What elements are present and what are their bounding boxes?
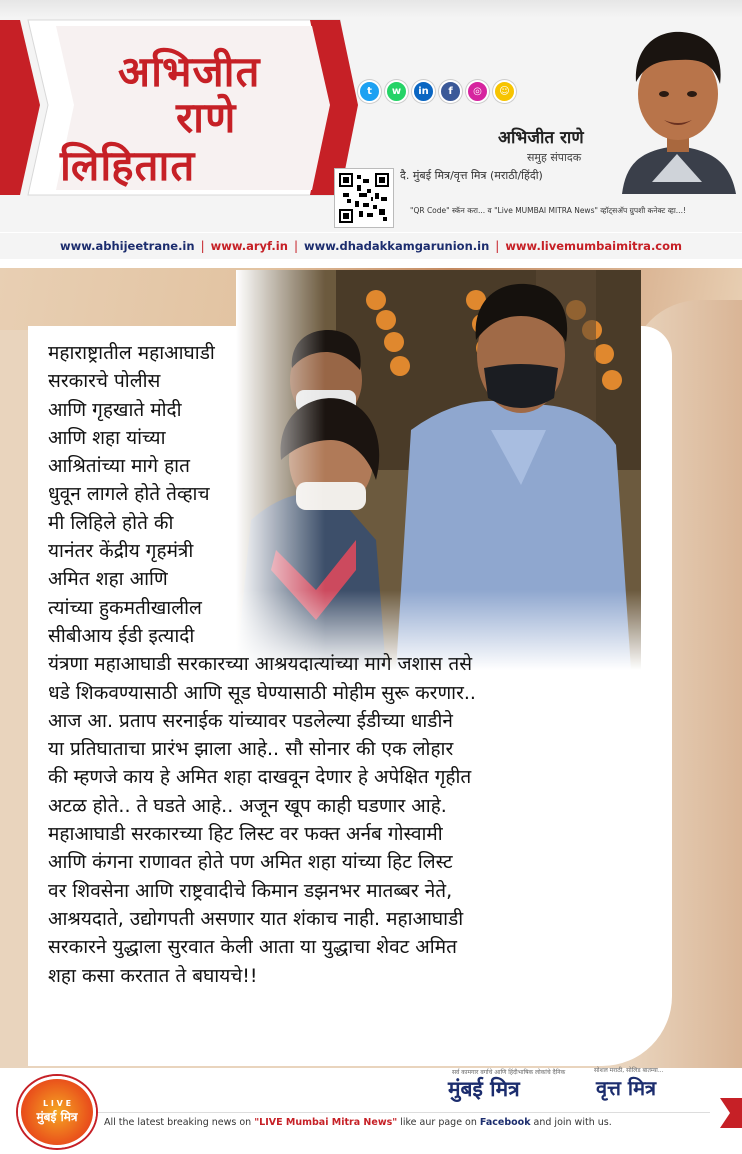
link-dhadakkamgarunion[interactable]: www.dhadakkamgarunion.in xyxy=(303,239,490,253)
article-line: त्यांच्या हुकमतीखालील xyxy=(48,596,202,619)
article-line: की म्हणजे काय हे अमित शहा दाखवून देणार हे अपेक्षित गृहीत xyxy=(48,766,472,789)
article-line: यानंतर केंद्रीय गृहमंत्री xyxy=(48,540,194,563)
whatsapp-icon[interactable]: w xyxy=(385,80,408,103)
article-line: आश्रयदाते, उद्योगपती असणार यात शंकाच नाही. महाआघाडी xyxy=(48,907,464,930)
article-line: मी लिहिले होते की xyxy=(48,511,174,534)
mumbai-mitra-logo: मुंबई मित्र xyxy=(448,1077,520,1101)
link-aryf[interactable]: www.aryf.in xyxy=(210,239,288,253)
link-livemumbaimitra[interactable]: www.livemumbaimitra.com xyxy=(505,239,683,253)
footer-highlight: "LIVE Mumbai Mitra News" xyxy=(254,1117,398,1128)
article-line: महाआघाडी सरकारच्या हिट लिस्ट वर फक्त अर्नब गोस्वामी xyxy=(48,823,443,846)
article-text xyxy=(48,339,662,990)
article-line: महाराष्ट्रातील महाआघाडी xyxy=(48,342,215,364)
live-mumbai-mitra-logo[interactable] xyxy=(18,1076,96,1148)
article-line: आश्रितांच्या मागे हात xyxy=(48,455,190,478)
linkedin-icon[interactable]: in xyxy=(412,80,435,103)
facebook-link[interactable]: Facebook xyxy=(479,1117,531,1128)
website-links xyxy=(0,233,742,259)
snapchat-icon[interactable]: ☺ xyxy=(493,80,516,103)
link-separator: | xyxy=(200,239,205,253)
logo-live-label: L I V E xyxy=(42,1099,72,1108)
brand-title-line3: लिहितात xyxy=(60,141,196,190)
footer-text xyxy=(104,1117,612,1128)
link-separator: | xyxy=(293,239,298,253)
article-line: वर शिवसेना आणि राष्ट्रवादीचे किमान डझनभर मातब्बर नेते, xyxy=(48,879,453,902)
logo-name: मुंबई मित्र xyxy=(36,1110,78,1124)
article-line: यंत्रणा महाआघाडी सरकारच्या आश्रयदात्यांच्या मागे जशास तसे xyxy=(48,653,473,676)
twitter-icon[interactable]: t xyxy=(358,80,381,103)
instagram-icon[interactable]: ◎ xyxy=(466,80,489,103)
article-line: अमित शहा आणि xyxy=(48,568,168,591)
article-line: सरकारचे पोलीस xyxy=(48,370,161,393)
footer-text-middle: like aur page on xyxy=(397,1117,480,1128)
article-line: शहा कसा करतात ते बघायचे!! xyxy=(48,964,258,987)
article-line: धुवून लागले होते तेव्हाच xyxy=(48,483,210,506)
article-line: अटळ होते.. ते घडते आहे.. अजून खूप काही घडणार आहे. xyxy=(48,794,447,817)
qr-code-icon xyxy=(339,173,389,223)
link-separator: | xyxy=(495,239,500,253)
article-line: आणि कंगना राणावत होते पण अमित शहा यांच्या हिट लिस्ट xyxy=(48,851,453,874)
brand-title-line1: अभिजीत xyxy=(118,47,261,96)
article-line: सीबीआय ईडी इत्यादी xyxy=(48,624,195,647)
footer-text-start: All the latest breaking news on xyxy=(104,1117,255,1128)
article-line: सरकारने युद्धाला सुरवात केली आता या युद्धाचा शेवट अमित xyxy=(48,936,457,959)
brand-title-line2: राणे xyxy=(176,93,237,142)
link-abhijeetrane[interactable]: www.abhijeetrane.in xyxy=(59,239,195,253)
article-line: धडे शिकवण्यासाठी आणि सूड घेण्यासाठी मोहीम सुरू करणार.. xyxy=(48,681,476,704)
mumbai-mitra-tagline: सर्व कामगार वर्गाचे आणि हिंदीभाषिक लोकांचे दैनिक xyxy=(452,1069,566,1076)
qr-code[interactable] xyxy=(334,168,394,228)
vrutta-mitra-tagline: सोशल मराठी, सोलिड बातम्या... xyxy=(594,1067,664,1074)
qr-instruction: "QR Code" स्कॅन करा... व "Live MUMBAI MITRA News" व्हॉट्सअ‍ॅप ग्रुपशी कनेक्ट व्हा...! xyxy=(410,206,686,215)
author-name: अभिजीत राणे xyxy=(498,128,584,148)
article-line: आणि शहा यांच्या xyxy=(48,426,166,449)
footer-banner xyxy=(98,1112,710,1132)
footer-text-end: and join with us. xyxy=(530,1117,612,1128)
vrutta-mitra-logo: वृत्त मित्र xyxy=(596,1076,657,1100)
article-line: आज आ. प्रताप सरनाईक यांच्यावर पडलेल्या ईडीच्या धाडीने xyxy=(48,709,453,732)
author-role: समुह संपादक xyxy=(527,151,582,164)
article-line: या प्रतिघाताचा प्रारंभ झाला आहे.. सौ सोनार की एक लोहार xyxy=(48,738,454,761)
footer-chevron-icon xyxy=(712,1098,742,1128)
header xyxy=(0,0,742,232)
facebook-icon[interactable]: f xyxy=(439,80,462,103)
author-photo xyxy=(612,22,742,194)
article-line: आणि गृहखाते मोदी xyxy=(48,398,182,421)
author-papers: दै. मुंबई मित्र/वृत्त मित्र (मराठी/हिंदी) xyxy=(400,169,543,182)
social-icons xyxy=(358,80,516,103)
